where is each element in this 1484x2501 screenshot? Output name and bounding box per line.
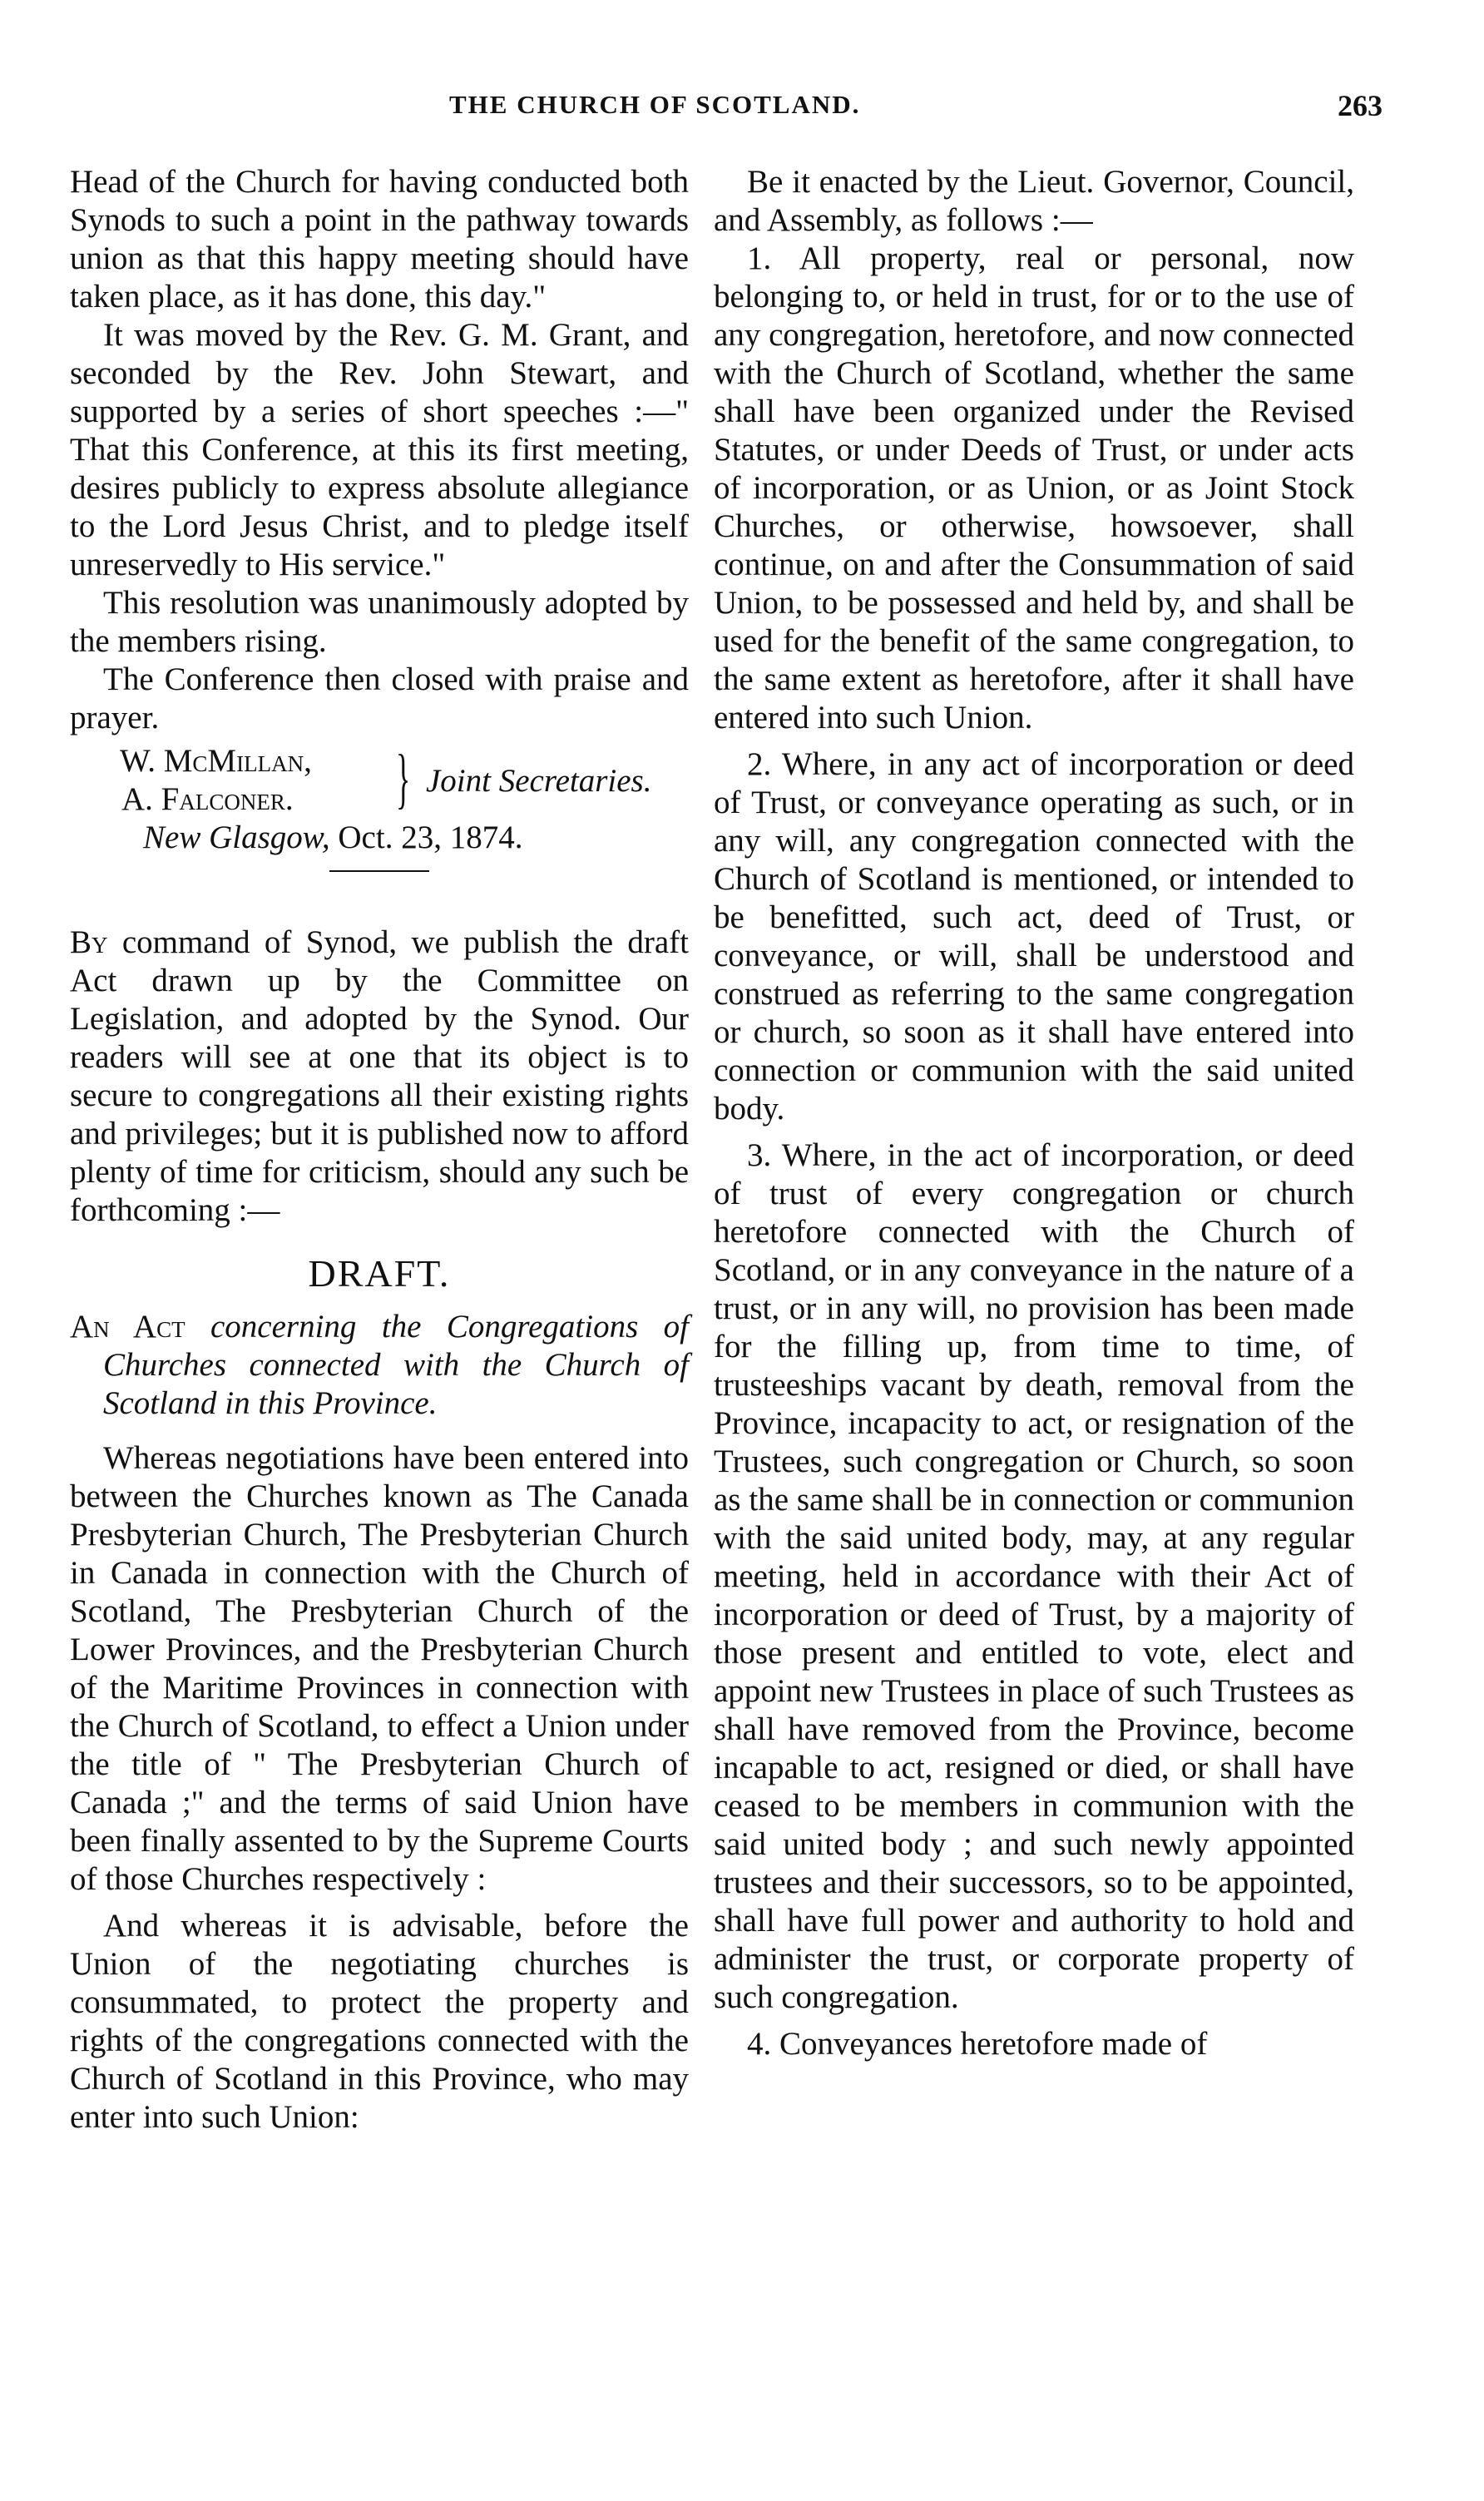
signature-date: Oct. 23, 1874. xyxy=(338,820,523,855)
intro-text: command of Synod, we publish the draft Act drawn up by the Committee on Legislation, and adopted by the Synod. Our readers will see at one that its object is to secure to congregations all their existing rights and privileges; but it is published now to afford plenty of time for criticism, should any such be forthcoming :— xyxy=(70,924,689,1228)
section-1: 1. All property, real or personal, now belonging to, or held in trust, for or to the use of any congregation, heretofore, and now connected with the Church of Scotland, whether the same shall have been organized under the Revised Statutes, or under Deeds of Trust, or under acts of incorporation, or as Union, or as Joint Stock Churches, or otherwise, howsoever, shall continue, on and after the Consummation of said Union, to be possessed and held by, and shall be used for the benefit of the same congregation, to the same extent as heretofore, after it shall have entered into such Union. xyxy=(714,240,1354,735)
act-title xyxy=(70,1308,689,1423)
section-3: 3. Where, in the act of incorporation, or deed of trust of every congregation or church heretofore connected with the Church of Scotland, or in any conveyance in the nature of a trust, or in any will, no provision has been made for the filling up, from time to time, of trusteeships vacant by death, removal from the Province, incapacity to act, or resignation of the Trustees, such congregation or Church, so soon as the same shall be in connection or communion with the said united body, may, at any regular meeting, held in accordance with their Act of incorporation or deed of Trust, by a majority of those present and entitled to vote, elect and appoint new Trustees in place of such Trustees as shall have removed from the Province, become incapable to act, resigned or died, or shall have ceased to be members in communion with the said united body ; and such newly appointed trustees and their successors, so to be appointed, shall have full power and authority to hold and administer the trust, or corporate property of such congregation. xyxy=(714,1137,1354,2015)
section-4: 4. Conveyances heretofore made of xyxy=(747,2026,1208,2062)
paragraph-intro xyxy=(70,924,689,1230)
act-word: An Act xyxy=(70,1309,186,1345)
signature-place: New Glasgow, xyxy=(143,820,330,855)
paragraph-whereas: Whereas negotiations have been entered into between the Churches known as The Canada Presbyterian Church, The Presbyterian Church in Canada in connection with the Church of Scotland, The Presbyterian Church of the Lower Provinces, and the Presbyterian Church of the Maritime Provinces in connection with the Church of Scotland, to effect a Union under the title of " The Presbyterian Church of Canada ;" and the terms of said Union have been finally assented to by the Supreme Courts of those Churches respectively : xyxy=(70,1440,689,1897)
secretary-name-2: A. Falconer. xyxy=(121,781,294,817)
secretary-name-1: W. McMillan, xyxy=(120,743,312,779)
paragraph-conference-closed: The Conference then closed with praise and prayer. xyxy=(70,661,689,735)
running-title: THE CHURCH OF SCOTLAND. xyxy=(449,90,861,119)
intro-lead: By xyxy=(70,924,108,960)
left-column xyxy=(70,163,689,2137)
section-2: 2. Where, in any act of incorporation or deed of Trust, or conveyance operating as such, or in any will, any congregation connected with the Church of Scotland is mentioned, or intended to be benefitted, such act, deed of Trust, or conveyance, or will, shall be understood and construed as referring to the same congregation or church, so soon as it shall have entered into connection or communion with the said united body. xyxy=(714,746,1354,1127)
paragraph-motion: It was moved by the Rev. G. M. Grant, and seconded by the Rev. John Stewart, and supported by a series of short speeches :—" That this Conference, at this its first meeting, desires publicly to express absolute allegiance to the Lord Jesus Christ, and to pledge itself unreservedly to His service." xyxy=(70,317,689,582)
right-column xyxy=(714,163,1354,2063)
act-title-text: concerning the Congregations of Churches connected with the Church of Scotland in this Province. xyxy=(103,1309,689,1421)
page-number: 263 xyxy=(1338,89,1383,122)
secretary-role: Joint Secretaries. xyxy=(426,763,652,799)
brace-icon: } xyxy=(396,742,411,815)
place-date xyxy=(143,819,522,857)
paragraph-and-whereas: And whereas it is advisable, before the Union of the negotiating churches is consummated, to protect the property and rights of the congregations connected with the Church of Scotland in this Province, who may enter into such Union: xyxy=(70,1908,689,2135)
section-divider xyxy=(329,870,429,872)
page-header xyxy=(0,90,1484,131)
paragraph-closing-prayer: Head of the Church for having conducted both Synods to such a point in the pathway towards union as that this happy meeting should have taken place, as it has done, this day." xyxy=(70,164,689,314)
draft-heading: DRAFT. xyxy=(308,1252,451,1295)
signature-block xyxy=(70,742,689,859)
paragraph-enactment: Be it enacted by the Lieut. Governor, Council, and Assembly, as follows :— xyxy=(714,164,1354,238)
paragraph-resolution: This resolution was unanimously adopted by the members rising. xyxy=(70,585,689,659)
